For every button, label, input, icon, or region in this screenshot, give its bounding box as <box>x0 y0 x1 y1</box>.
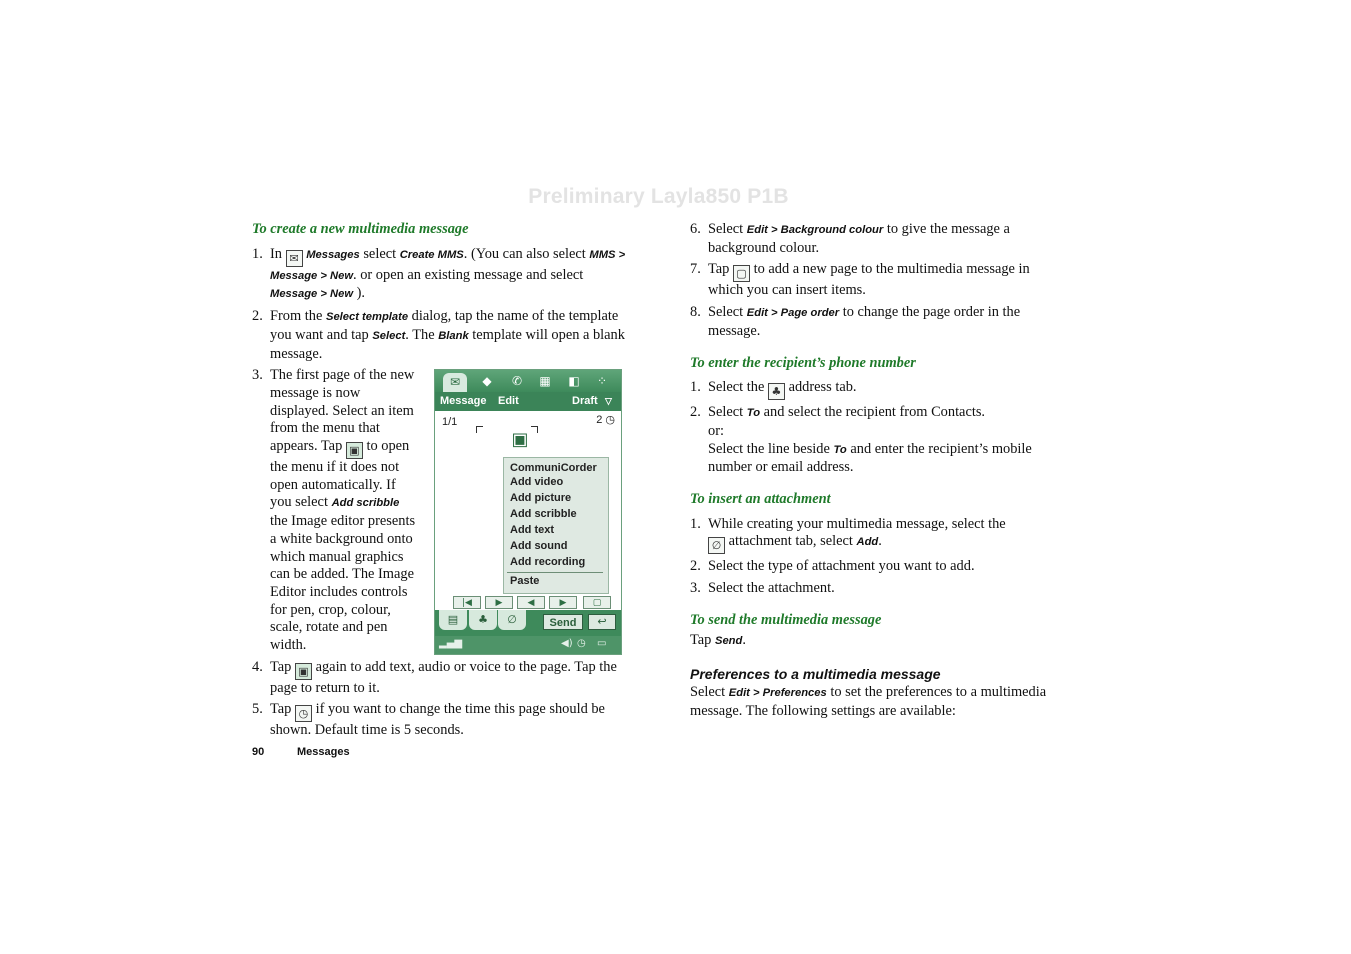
menu-message[interactable]: Message <box>440 395 487 407</box>
menu-edit[interactable]: Edit <box>498 395 519 407</box>
apps-grid-icon[interactable]: ⁘ <box>596 374 608 388</box>
menu-item[interactable]: CommuniCorder <box>510 462 597 474</box>
timer-icon: ◷ <box>295 705 312 722</box>
menu-item[interactable]: Add scribble <box>510 508 577 520</box>
step-8: 8. Select Edit > Page order to change the page order in the message. <box>690 304 1021 339</box>
page-tab-icon[interactable]: ▤ <box>439 610 467 630</box>
section-heading-recipient: To enter the recipient’s phone number <box>690 354 916 371</box>
page-indicator: 1/1 <box>442 416 458 428</box>
step-3: 3. The first page of the new message is now displayed. Select an item from the menu that appears. Tap ▣ to open the menu if it does not open automatically. If you select Add scribble the Image editor presents a white background onto which manual graphics can be added. The Image Editor includes controls for pen, crop, colour, scale, rotate and pen width. <box>252 367 416 654</box>
app-tab-bar <box>435 370 621 392</box>
arrow-left-icon[interactable]: ◀ <box>517 596 545 609</box>
section-send <box>690 612 1060 650</box>
status-bar <box>435 636 621 654</box>
cube-icon: ▣ <box>346 442 363 459</box>
envelope-icon: ✉ <box>286 250 303 267</box>
section-heading-send: To send the multimedia message <box>690 611 882 628</box>
section-heading-preferences: Preferences to a multimedia message <box>690 666 941 683</box>
page-number: 90 <box>252 746 265 758</box>
step-2: 2. From the Select template dialog, tap the name of the template you want and tap Select. The Blank template will open a blank message. <box>252 308 625 362</box>
page-footer <box>252 746 350 758</box>
send-instruction: Tap Send. <box>690 631 746 648</box>
address-tab-icon[interactable]: ♣ <box>469 610 497 630</box>
new-page-icon: ▢ <box>733 265 750 282</box>
phone-menubar <box>435 392 621 411</box>
menu-item[interactable]: Add text <box>510 524 554 536</box>
send-button[interactable]: Send <box>543 614 583 630</box>
section-heading-attachment: To insert an attachment <box>690 491 831 508</box>
phone-bottom-bar <box>435 610 621 636</box>
media-icon[interactable]: ◧ <box>568 374 580 388</box>
back-icon[interactable]: ↩ <box>588 614 616 630</box>
chevron-down-icon[interactable]: ▽ <box>605 396 612 406</box>
paperclip-icon[interactable]: ∅ <box>498 610 526 630</box>
menu-item[interactable]: Add picture <box>510 492 572 504</box>
section-attachment <box>690 491 1060 598</box>
paperclip-icon: ∅ <box>708 537 725 554</box>
step-7: 7. Tap ▢ to add a new page to the multimedia message in which you can insert items. <box>690 261 1030 299</box>
menu-divider <box>507 572 603 573</box>
calendar-icon[interactable]: ▦ <box>539 374 551 388</box>
recipient-step-2: 2. Select To and select the recipient from Contacts. or: Select the line beside To and enter the recipient’s mobile number or email address. <box>690 404 1032 476</box>
footer-section-name: Messages <box>297 746 350 758</box>
address-tab-icon: ♣ <box>768 383 785 400</box>
section-recipient <box>690 355 1060 478</box>
battery-icon: ▭ <box>597 638 607 649</box>
step-4: 4. Tap ▣ again to add text, audio or voice to the page. Tap the page to return to it. <box>252 658 617 696</box>
phone-screenshot <box>434 369 622 655</box>
recipient-step-1: 1. Select the ♣ address tab. <box>690 379 857 399</box>
step-1: 1. In ✉ Messages select Create MMS. (You can also select MMS > Message > New. or open an existing message and select Message > New ). <box>252 245 626 302</box>
attachment-step-3: 3. Select the attachment. <box>690 580 835 597</box>
phone-icon[interactable]: ✆ <box>511 374 523 388</box>
attachment-step-2: 2. Select the type of attachment you want to add. <box>690 558 975 575</box>
frame-corner <box>476 426 483 433</box>
signal-icon: ▂▄▆ <box>439 638 463 649</box>
section-heading-create: To create a new multimedia message <box>252 221 469 237</box>
arrow-right-icon[interactable]: ▶ <box>549 596 577 609</box>
play-icon[interactable]: ▶ <box>485 596 513 609</box>
timer-icon: ◷ <box>605 413 615 426</box>
section-preferences <box>690 666 1060 720</box>
message-page[interactable] <box>435 411 621 610</box>
menu-item-paste[interactable]: Paste <box>510 575 540 587</box>
attachment-step-1: 1. While creating your multimedia message, select the ∅ attachment tab, select Add. <box>690 515 1006 553</box>
clock-icon[interactable]: ◷ <box>577 638 586 649</box>
insert-menu <box>503 457 609 594</box>
skip-back-icon[interactable]: |◀ <box>453 596 481 609</box>
menu-item[interactable]: Add sound <box>510 540 568 552</box>
page-time[interactable]: 2 ◷ <box>596 413 615 426</box>
book-icon[interactable]: ◆ <box>482 374 492 388</box>
envelope-icon[interactable]: ✉ <box>443 373 467 392</box>
menu-item[interactable]: Add recording <box>510 556 586 568</box>
step-6: 6. Select Edit > Background colour to give the message a background colour. <box>690 221 1010 256</box>
cube-icon: ▣ <box>295 663 312 680</box>
step-5: 5. Tap ◷ if you want to change the time this page should be shown. Default time is 5 seconds. <box>252 701 605 739</box>
right-column <box>690 221 1060 720</box>
cube-icon[interactable]: ▣ <box>511 429 529 450</box>
speaker-icon[interactable]: ◀) <box>561 638 573 649</box>
preferences-text: Select Edit > Preferences to set the preferences to a multimedia message. The following settings are available: <box>690 683 1047 719</box>
watermark: Preliminary Layla850 P1B <box>528 185 789 208</box>
draft-dropdown[interactable]: Draft <box>572 395 598 407</box>
new-page-icon[interactable]: ▢ <box>583 596 611 609</box>
menu-item[interactable]: Add video <box>510 476 564 488</box>
